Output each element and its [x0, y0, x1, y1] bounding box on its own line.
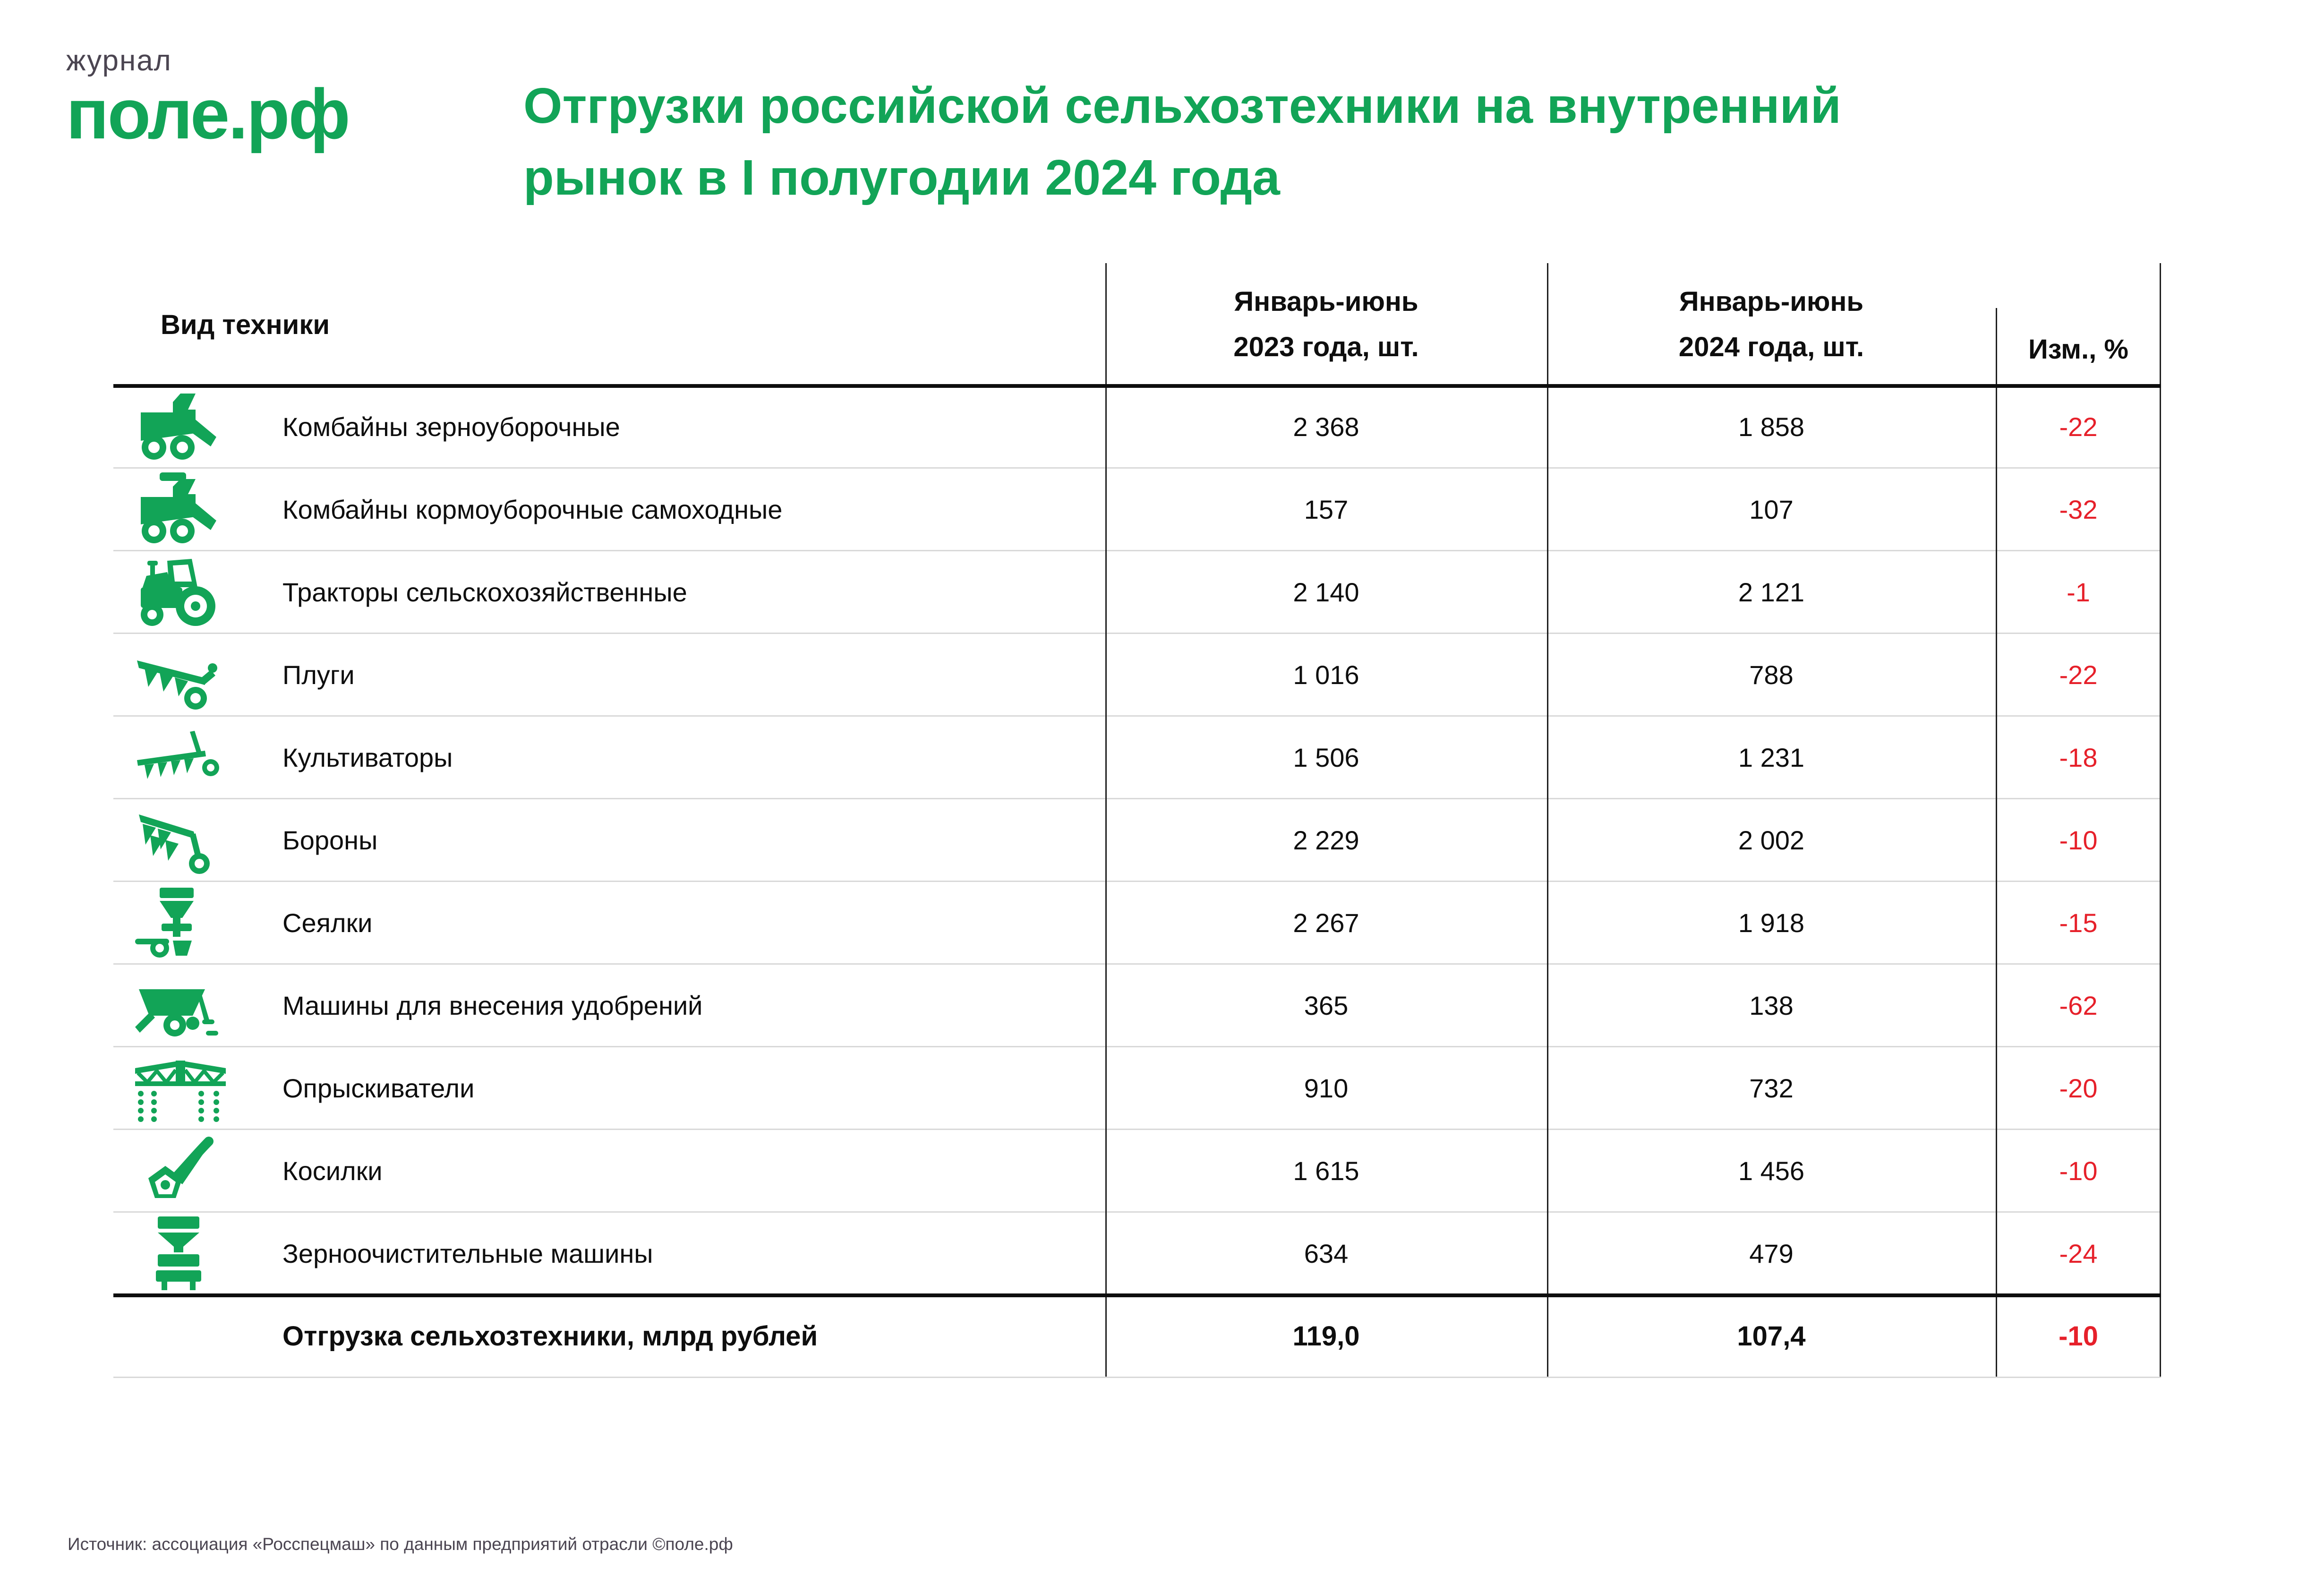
value-2023: 2 267 — [1293, 908, 1359, 938]
value-change: -18 — [2059, 742, 2098, 772]
value-2023: 910 — [1304, 1073, 1349, 1103]
table-row — [113, 799, 2161, 882]
table-row — [113, 634, 2161, 717]
row-label: Комбайны зерноуборочные — [282, 411, 620, 442]
table-row — [113, 469, 2161, 551]
value-2023: 2 140 — [1293, 577, 1359, 607]
column-divider-change — [1996, 308, 1997, 1377]
grain-cleaner-icon — [133, 1216, 228, 1290]
table-header-row — [113, 263, 2161, 386]
table-row — [113, 1130, 2161, 1213]
table-total-row — [113, 1295, 2161, 1377]
tractor-icon — [133, 555, 228, 629]
row-label: Комбайны кормоуборочные самоходные — [282, 494, 783, 524]
value-2024: 1 918 — [1738, 908, 1805, 938]
logo — [66, 44, 349, 154]
value-2023: 2 368 — [1293, 411, 1359, 442]
header-2023 — [1105, 263, 1547, 386]
cultivator-icon — [133, 720, 228, 794]
table-row — [113, 717, 2161, 799]
row-label: Бороны — [282, 825, 378, 855]
table-right-border — [2160, 263, 2161, 1377]
value-2024: 1 231 — [1738, 742, 1805, 772]
header-2024-line2: 2024 года, шт. — [1678, 332, 1864, 362]
value-2024: 732 — [1749, 1073, 1794, 1103]
value-change: -10 — [2059, 1156, 2098, 1186]
row-label: Культиваторы — [282, 742, 453, 772]
source-note: Источник: ассоциация «Росспецмаш» по данным предприятий отрасли ©поле.рф — [68, 1534, 733, 1554]
icon-cell — [113, 1216, 276, 1290]
row-label: Зерноочистительные машины — [282, 1238, 653, 1268]
value-2024: 138 — [1749, 990, 1794, 1020]
value-2024: 2 002 — [1738, 825, 1805, 855]
header-kind: Вид техники — [161, 309, 330, 340]
icon-cell — [113, 1051, 276, 1125]
table-row — [113, 551, 2161, 634]
table-row — [113, 386, 2161, 469]
header-2024 — [1547, 263, 1996, 386]
value-2023: 157 — [1304, 494, 1349, 524]
page-title — [523, 70, 2224, 214]
icon-cell — [113, 472, 276, 546]
logo-brand: поле.рф — [66, 74, 349, 154]
page-title-line2: рынок в I полугодии 2024 года — [523, 150, 1280, 205]
seeder-icon — [133, 886, 228, 959]
value-change: -15 — [2059, 908, 2098, 938]
bottom-rule — [113, 1377, 2161, 1378]
value-2024: 2 121 — [1738, 577, 1805, 607]
row-label: Машины для внесения удобрений — [282, 990, 703, 1020]
value-change: -20 — [2059, 1073, 2098, 1103]
icon-cell — [113, 555, 276, 629]
total-rule — [113, 1293, 2161, 1297]
forage-combine-icon — [133, 472, 228, 546]
grain-combine-icon — [133, 390, 228, 463]
row-label: Косилки — [282, 1156, 383, 1186]
fertilizer-spreader-icon — [133, 968, 228, 1042]
header-2023-line1: Январь-июнь — [1234, 286, 1418, 317]
value-2024: 1 456 — [1738, 1156, 1805, 1186]
icon-cell — [113, 1134, 276, 1207]
icon-cell — [113, 968, 276, 1042]
row-label: Сеялки — [282, 908, 373, 938]
value-2024: 1 858 — [1738, 411, 1805, 442]
table-row — [113, 1213, 2161, 1295]
value-change: -62 — [2059, 990, 2098, 1020]
value-change: -32 — [2059, 494, 2098, 524]
icon-cell — [113, 720, 276, 794]
value-2023: 1 506 — [1293, 742, 1359, 772]
header-2024-line1: Январь-июнь — [1679, 286, 1864, 317]
row-label: Тракторы сельскохозяйственные — [282, 577, 687, 607]
harrow-icon — [133, 803, 228, 877]
header-rule — [113, 384, 2161, 388]
value-change: -22 — [2059, 659, 2098, 690]
total-2023: 119,0 — [1292, 1320, 1360, 1352]
value-change: -24 — [2059, 1238, 2098, 1268]
row-label: Плуги — [282, 659, 355, 690]
table-row — [113, 1047, 2161, 1130]
value-change: -1 — [2067, 577, 2090, 607]
value-change: -10 — [2059, 825, 2098, 855]
total-label: Отгрузка сельхозтехники, млрд рублей — [282, 1320, 818, 1352]
value-2024: 479 — [1749, 1238, 1794, 1268]
table-row — [113, 965, 2161, 1047]
value-change: -22 — [2059, 411, 2098, 442]
row-label: Опрыскиватели — [282, 1073, 475, 1103]
header-change: Изм., % — [2028, 334, 2128, 365]
sprayer-icon — [133, 1051, 228, 1125]
header-2023-line2: 2023 года, шт. — [1233, 332, 1419, 362]
value-2023: 1 615 — [1293, 1156, 1359, 1186]
shipments-table — [113, 263, 2161, 1378]
icon-cell — [113, 886, 276, 959]
plow-icon — [133, 638, 228, 711]
value-2024: 107 — [1749, 494, 1794, 524]
value-2024: 788 — [1749, 659, 1794, 690]
page-title-line1: Отгрузки российской сельхозтехники на внутренний — [523, 78, 1841, 134]
value-2023: 1 016 — [1293, 659, 1359, 690]
value-2023: 634 — [1304, 1238, 1349, 1268]
icon-cell — [113, 638, 276, 711]
total-change: -10 — [2059, 1320, 2098, 1352]
logo-tagline: журнал — [66, 44, 172, 77]
column-divider — [1547, 263, 1548, 1377]
mower-icon — [133, 1134, 228, 1207]
total-2024: 107,4 — [1737, 1320, 1806, 1352]
value-2023: 365 — [1304, 990, 1349, 1020]
table-row — [113, 882, 2161, 965]
value-2023: 2 229 — [1293, 825, 1359, 855]
icon-cell — [113, 803, 276, 877]
icon-cell — [113, 390, 276, 463]
column-divider — [1105, 263, 1107, 1377]
